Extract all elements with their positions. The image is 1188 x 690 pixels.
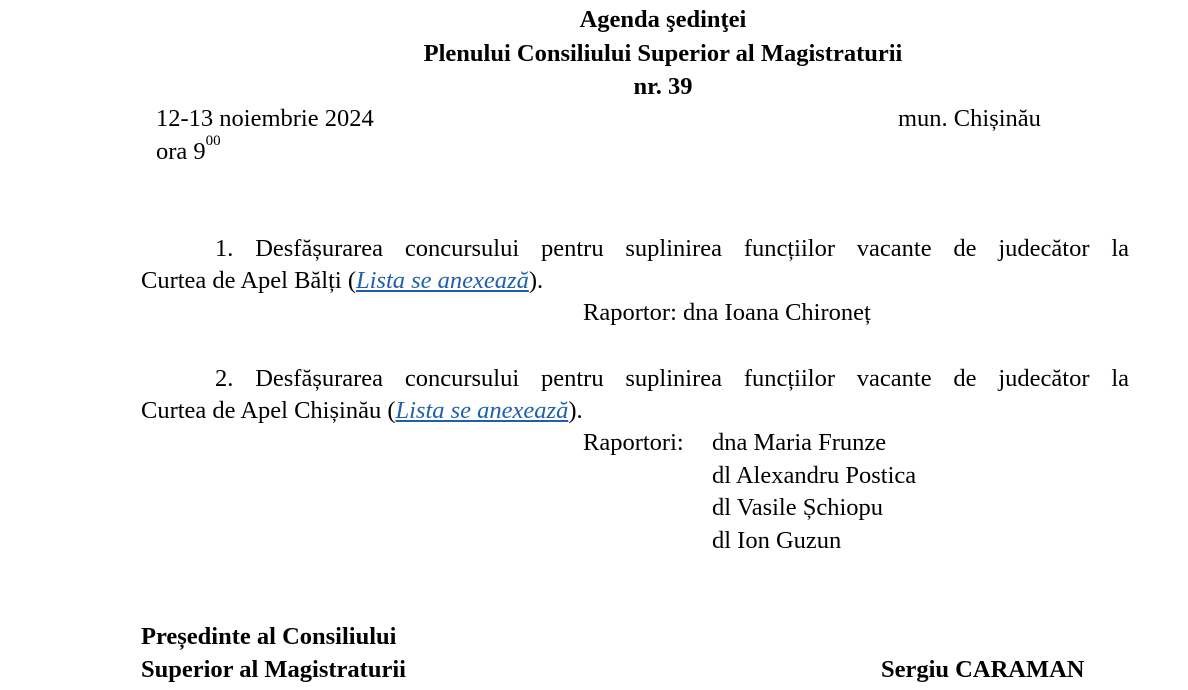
agenda-item-2-reporters-label: Raportori: <box>583 429 684 456</box>
signatory-role-line2: Superior al Magistraturii <box>141 656 406 683</box>
meeting-location: mun. Chișinău <box>898 105 1041 132</box>
meeting-time-minutes: 00 <box>205 133 221 149</box>
document-title: Agenda şedinţei <box>579 6 747 33</box>
document-subtitle: Plenului Consiliului Superior al Magistraturii <box>423 40 903 67</box>
reporter-name: dna Ioana Chironeț <box>683 299 871 326</box>
agenda-item-1-annex-link[interactable]: Lista se anexează <box>356 267 529 294</box>
meeting-date: 12-13 noiembrie 2024 <box>156 105 374 132</box>
reporter-name: dna Maria Frunze <box>712 429 887 456</box>
meeting-time <box>156 133 221 166</box>
agenda-item-2-line1: 2. Desfășurarea concursului pentru suplinirea funcțiilor vacante de judecător la <box>215 365 1129 392</box>
reporter-name: dl Alexandru Postica <box>712 462 917 489</box>
agenda-item-1-line2 <box>141 267 543 295</box>
reporter-label: Raportor: <box>583 299 677 326</box>
agenda-item-1-reporter <box>583 299 871 327</box>
agenda-item-1-court: Curtea de Apel Bălți ( <box>141 267 356 294</box>
signatory-role-line1: Președinte al Consiliului <box>141 623 397 650</box>
meeting-time-hour: ora 9 <box>156 138 206 165</box>
agenda-item-1-suffix: ). <box>528 267 544 294</box>
reporter-name: dl Vasile Șchiopu <box>712 494 884 521</box>
agenda-item-2-court: Curtea de Apel Chișinău ( <box>141 397 396 424</box>
agenda-item-2-annex-link[interactable]: Lista se anexează <box>395 397 569 424</box>
reporter-name: dl Ion Guzun <box>712 527 842 554</box>
document-number: nr. 39 <box>633 73 693 100</box>
signatory-name: Sergiu CARAMAN <box>881 656 1085 683</box>
agenda-item-2-line2 <box>141 397 583 425</box>
agenda-item-1-line1: 1. Desfășurarea concursului pentru suplinirea funcțiilor vacante de judecător la <box>215 235 1129 262</box>
agenda-item-2-suffix: ). <box>568 397 583 424</box>
